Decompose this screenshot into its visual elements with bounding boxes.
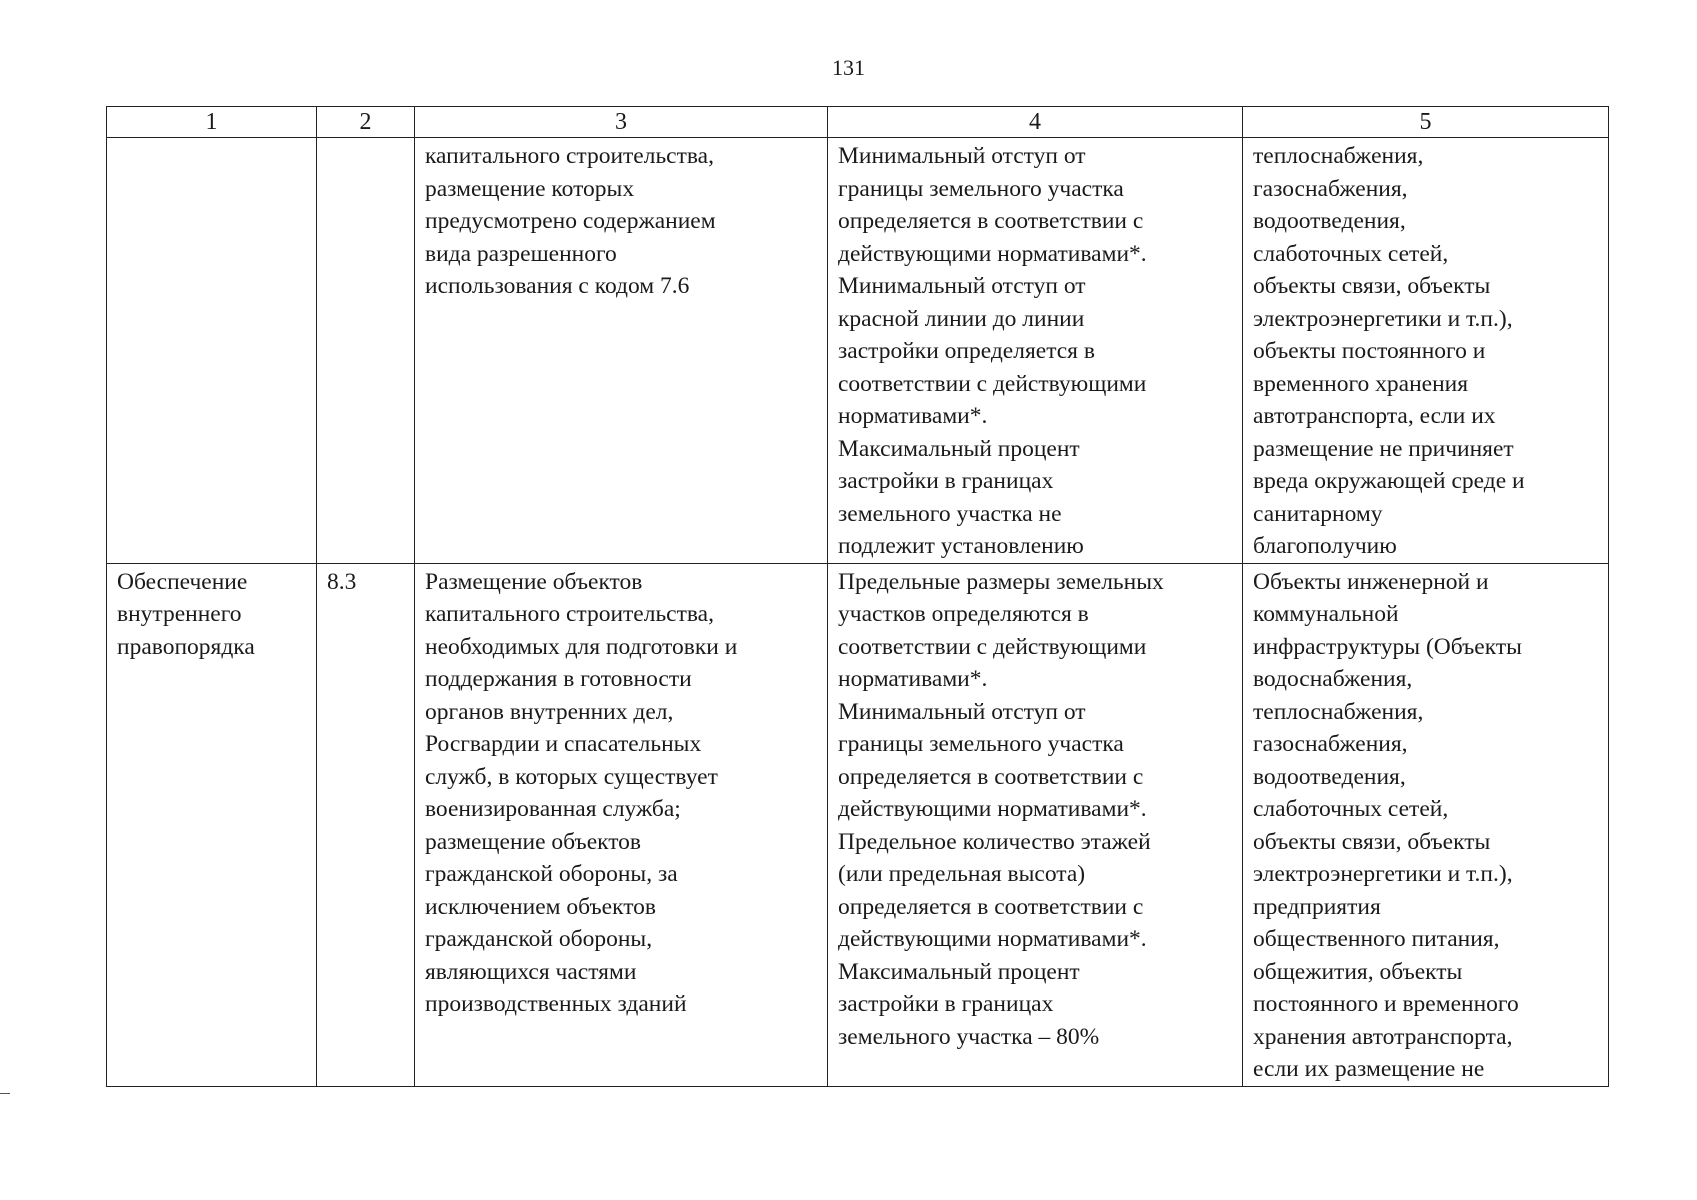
table-header-row [107,107,1609,138]
header-col-3: 3 [415,107,828,138]
cell-text: теплоснабжения, газоснабжения, водоотведения, слаботочных сетей, объекты связи, объекты электроэнергетики и т.п.), объекты постоянного и временного хранения автотранспорта, если их размещение не причиняет вреда окружающей среде и санитарному благополучию [1253,143,1525,559]
cell-text: Минимальный отступ от границы земельного участка определяется в соответствии с действующими нормативами*. Минимальный отступ от красной линии до линии застройки определяется в соответствии с действующими нормативами*. Максимальный процент застройки в границах земельного участка не подлежит установлению [838,143,1147,559]
header-col-4: 4 [828,107,1243,138]
cell-parameters [828,138,1243,564]
cell-text: Размещение объектов капитального строительства, необходимых для подготовки и поддержания в готовности органов внутренних дел, Росгвардии и спасательных служб, в которых существует военизированная служба; размещение объектов гражданской обороны, за исключением объектов гражданской обороны, являющихся частями производственных зданий [425,568,738,1017]
cell-use-code [317,138,415,564]
header-col-1: 1 [107,107,317,138]
cell-use-code [317,563,415,1086]
page-number: 131 [832,55,865,80]
cell-auxiliary-uses [1243,138,1609,564]
header-col-2: 2 [317,107,415,138]
zoning-table [106,106,1609,1087]
cell-use-description [415,563,828,1086]
margin-mark [0,1093,10,1094]
cell-text: 8.3 [327,568,357,595]
table-row [107,563,1609,1086]
cell-use-name [107,563,317,1086]
cell-use-description [415,138,828,564]
cell-text: Объекты инженерной и коммунальной инфраструктуры (Объекты водоснабжения, теплоснабжения, газоснабжения, водоотведения, слаботочных сетей, объекты связи, объекты электроэнергетики и т.п.), предприятия общественного питания, общежития, объекты постоянного и временного хранения автотранспорта, если их размещение не [1253,568,1522,1082]
cell-text: Предельные размеры земельных участков определяются в соответствии с действующими нормативами*. Минимальный отступ от границы земельного участка определяется в соответствии с действующими нормативами*. Предельное количество этажей (или предельная высота) определяется в соответствии с действующими нормативами*. Максимальный процент застройки в границах земельного участка – 80% [838,568,1164,1050]
header-col-5: 5 [1243,107,1609,138]
cell-text: Обеспечение внутреннего правопорядка [117,568,255,660]
cell-text: капитального строительства, размещение которых предусмотрено содержанием вида разрешенного использования с кодом 7.6 [425,143,716,299]
table-row [107,138,1609,564]
cell-auxiliary-uses [1243,563,1609,1086]
cell-parameters [828,563,1243,1086]
cell-use-name [107,138,317,564]
